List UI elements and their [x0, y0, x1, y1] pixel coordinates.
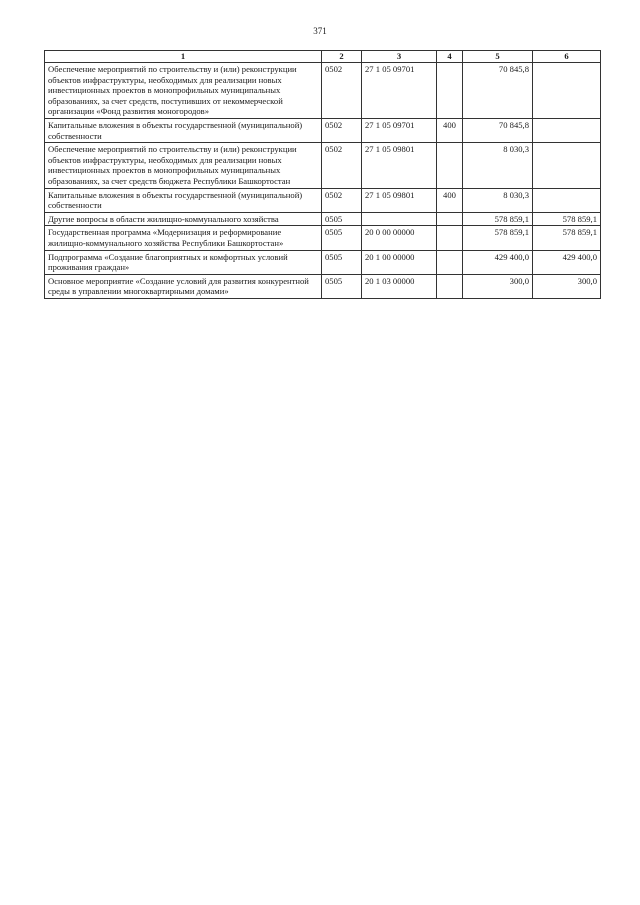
table-row	[45, 143, 601, 188]
row-section: 0502	[322, 143, 362, 188]
row-amount-1: 70 845,8	[463, 63, 533, 119]
row-amount-2	[533, 118, 601, 142]
row-type	[437, 143, 463, 188]
header-col-4: 4	[437, 51, 463, 63]
row-code: 27 1 05 09801	[362, 188, 437, 212]
header-col-1: 1	[45, 51, 322, 63]
row-amount-2: 300,0	[533, 274, 601, 298]
row-name: Основное мероприятие «Создание условий для развития конкурентной среды в управлении многоквартирными домами»	[45, 274, 322, 298]
row-amount-1: 578 859,1	[463, 226, 533, 250]
header-col-6: 6	[533, 51, 601, 63]
row-amount-2: 578 859,1	[533, 226, 601, 250]
row-code: 20 1 03 00000	[362, 274, 437, 298]
table-row	[45, 63, 601, 119]
row-amount-1: 578 859,1	[463, 212, 533, 226]
table-row	[45, 118, 601, 142]
header-col-5: 5	[463, 51, 533, 63]
row-section: 0502	[322, 188, 362, 212]
row-name: Государственная программа «Модернизация и реформирование жилищно-коммунального хозяйства Республики Башкортостан»	[45, 226, 322, 250]
row-amount-1: 429 400,0	[463, 250, 533, 274]
table-row	[45, 250, 601, 274]
row-code: 27 1 05 09801	[362, 143, 437, 188]
row-name: Другие вопросы в области жилищно-коммунального хозяйства	[45, 212, 322, 226]
row-code: 20 1 00 00000	[362, 250, 437, 274]
header-col-2: 2	[322, 51, 362, 63]
row-section: 0505	[322, 274, 362, 298]
row-amount-1: 8 030,3	[463, 188, 533, 212]
table-row	[45, 274, 601, 298]
row-type	[437, 226, 463, 250]
row-type	[437, 250, 463, 274]
row-name: Капитальные вложения в объекты государственной (муниципальной) собственности	[45, 188, 322, 212]
row-code: 27 1 05 09701	[362, 118, 437, 142]
budget-table	[44, 50, 601, 299]
page-number: 371	[313, 26, 327, 36]
row-amount-2: 429 400,0	[533, 250, 601, 274]
row-code	[362, 212, 437, 226]
row-name: Обеспечение мероприятий по строительству и (или) реконструкции объектов инфраструктуры, необходимых для реализации новых инвестиционных проектов в монопрофильных муниципальных образованиях, за счет средств, поступивших от некоммерческой организации «Фонд развития моногородов»	[45, 63, 322, 119]
row-type	[437, 274, 463, 298]
row-type	[437, 63, 463, 119]
row-section: 0505	[322, 212, 362, 226]
row-amount-2	[533, 63, 601, 119]
row-type: 400	[437, 188, 463, 212]
row-section: 0502	[322, 118, 362, 142]
row-amount-2	[533, 143, 601, 188]
row-name: Подпрограмма «Создание благоприятных и комфортных условий проживания граждан»	[45, 250, 322, 274]
row-amount-1: 8 030,3	[463, 143, 533, 188]
row-section: 0505	[322, 226, 362, 250]
row-amount-2	[533, 188, 601, 212]
row-name: Капитальные вложения в объекты государственной (муниципальной) собственности	[45, 118, 322, 142]
row-type	[437, 212, 463, 226]
header-row	[45, 51, 601, 63]
row-section: 0505	[322, 250, 362, 274]
row-amount-1: 70 845,8	[463, 118, 533, 142]
row-type: 400	[437, 118, 463, 142]
table-row	[45, 226, 601, 250]
row-section: 0502	[322, 63, 362, 119]
row-amount-1: 300,0	[463, 274, 533, 298]
row-amount-2: 578 859,1	[533, 212, 601, 226]
header-col-3: 3	[362, 51, 437, 63]
table-row	[45, 212, 601, 226]
table-row	[45, 188, 601, 212]
row-name: Обеспечение мероприятий по строительству и (или) реконструкции объектов инфраструктуры, необходимых для реализации новых инвестиционных проектов в монопрофильных муниципальных образованиях, за счет средств бюджета Республики Башкортостан	[45, 143, 322, 188]
row-code: 20 0 00 00000	[362, 226, 437, 250]
row-code: 27 1 05 09701	[362, 63, 437, 119]
